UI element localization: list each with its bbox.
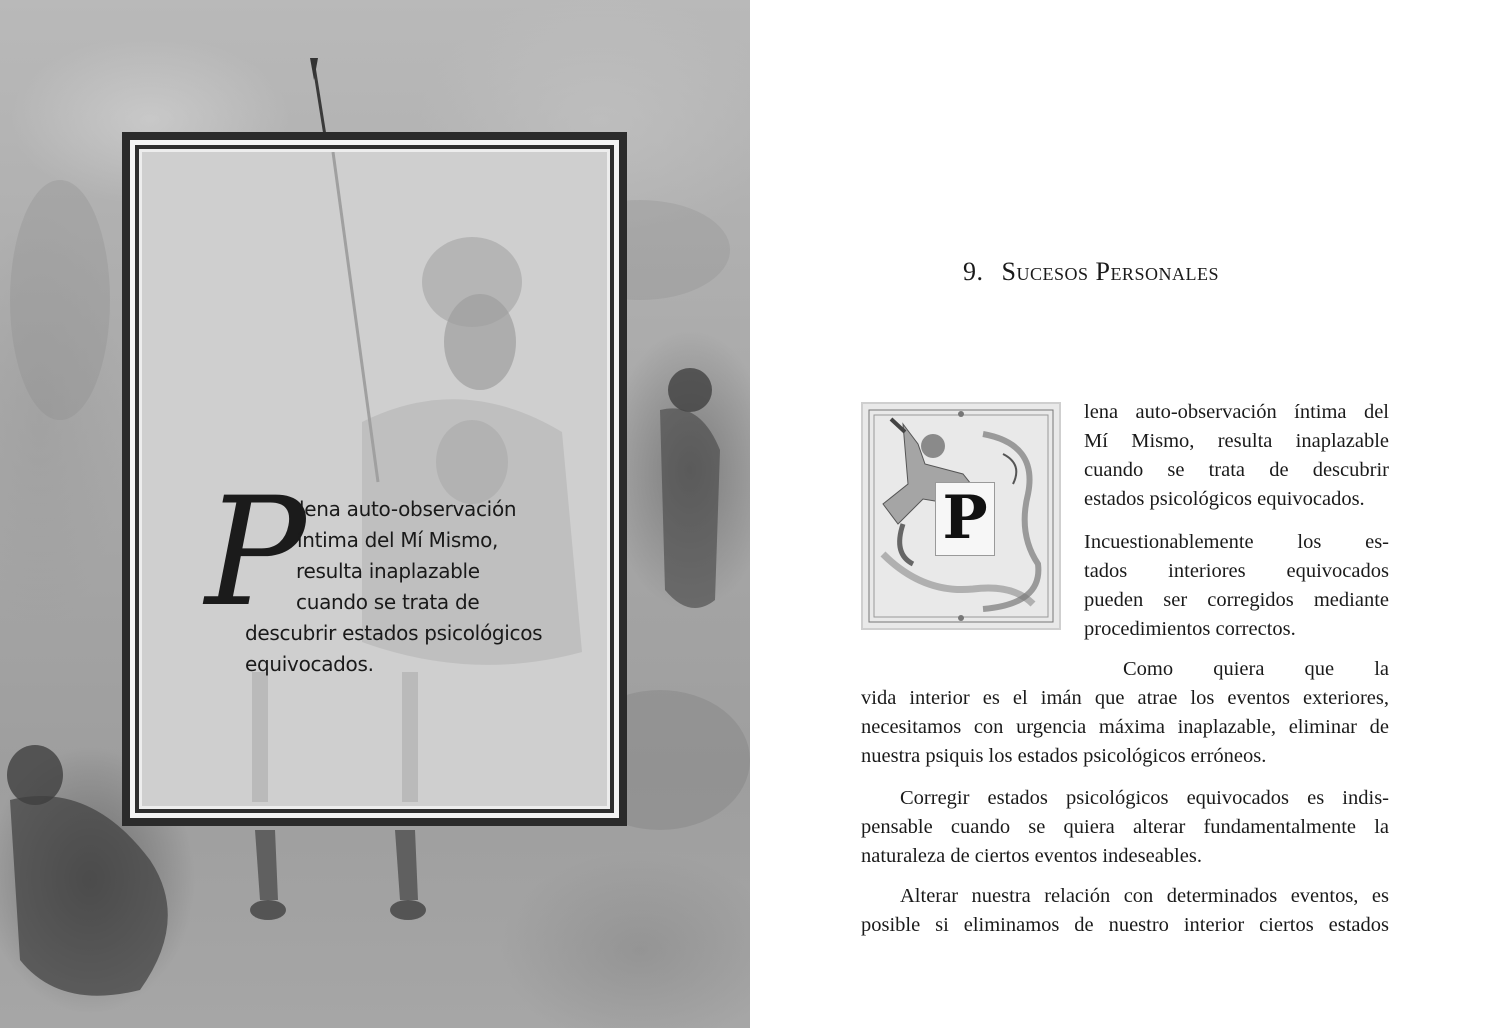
body-line: posible si eliminamos de nuestro interior ciertos estados	[861, 914, 1389, 936]
quote-line: resulta inaplazable	[296, 559, 480, 583]
body-line: Mí Mismo, resulta inaplazable	[1084, 430, 1389, 452]
quote-line: descubrir estados psicológicos	[245, 621, 543, 645]
body-line: cuando se trata de descubrir	[1084, 459, 1389, 481]
body-line: naturaleza de ciertos eventos indeseables.	[861, 845, 1202, 867]
body-line: procedimientos correctos.	[1084, 618, 1296, 640]
quote-line: cuando se trata de	[296, 590, 480, 614]
chapter-title: Sucesos Personales	[1001, 257, 1219, 286]
illuminated-initial-image	[861, 402, 1061, 630]
body-line: necesitamos con urgencia máxima inaplazable, eliminar de	[861, 716, 1389, 738]
quote-frame	[122, 132, 627, 826]
body-line: Incuestionablemente los es-	[1084, 531, 1389, 553]
body-line: nuestra psiquis los estados psicológicos erróneos.	[861, 745, 1267, 767]
illuminated-initial-letter: P	[935, 482, 995, 556]
quote-line: lena auto-observación	[299, 497, 517, 521]
body-line: tados interiores equivocados	[1084, 560, 1389, 582]
body-line: pensable cuando se quiera alterar fundamentalmente la	[861, 816, 1389, 838]
body-line: lena auto-observación íntima del	[1084, 401, 1389, 423]
quote-line: íntima del Mí Mismo,	[297, 528, 499, 552]
body-line: Corregir estados psicológicos equivocados es indis-	[900, 787, 1389, 809]
chapter-heading	[963, 257, 1219, 287]
quote-drop-cap: P	[205, 466, 306, 640]
body-line: Como quiera que la	[1123, 658, 1389, 680]
chapter-number: 9.	[963, 257, 984, 286]
body-line: estados psicológicos equivocados.	[1084, 488, 1365, 510]
quote-line: equivocados.	[245, 652, 374, 676]
body-line: Alterar nuestra relación con determinados eventos, es	[900, 885, 1389, 907]
body-line: pueden ser corregidos mediante	[1084, 589, 1389, 611]
body-line: vida interior es el imán que atrae los eventos exteriores,	[861, 687, 1389, 709]
